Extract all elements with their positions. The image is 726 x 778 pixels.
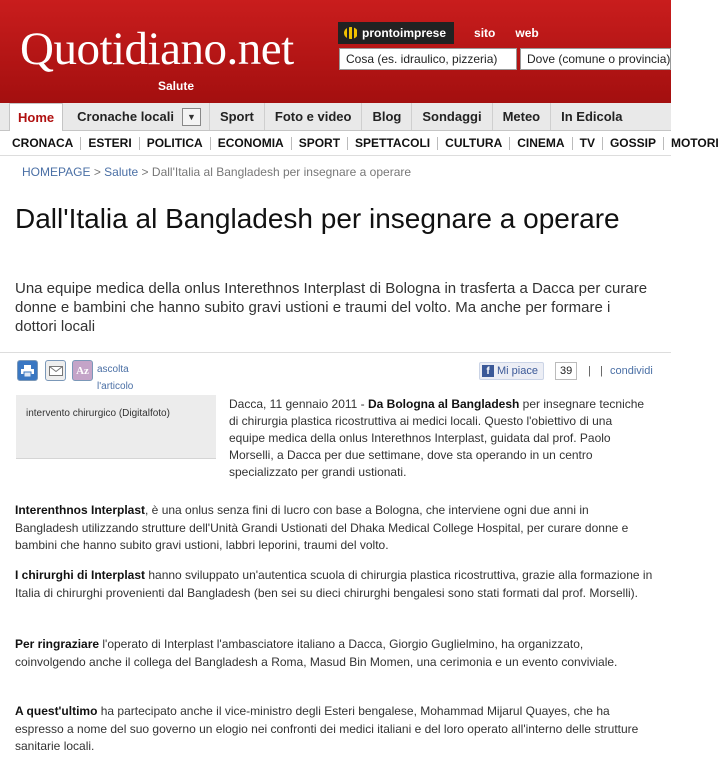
nav-sport[interactable]: Sport [209,103,265,130]
separator: | [600,365,603,377]
divider [16,458,216,459]
paragraph-text: hanno sviluppato un'autentica scuola di chirurgia plastica ricostruttiva, grazie alla formazione in Italia di chirurghi provenienti dal Bangladesh (ben sei su dieci chirurghi bengalesi sono stati formati dal prof. Morselli). [15,568,653,600]
paragraph-bold: A quest'ultimo [15,704,98,718]
paragraph-text: , è una onlus senza fini di lucro con base a Bologna, che interviene ogni due anni in Bangladesh utilizzando strutture dell'Unità Grandi Ustionati del Dhaka Medical College Hospital, per curare donne e bambini che hanno subito gravi ustioni, labbri leporini, traumi del volto. [15,503,629,552]
category-tv[interactable]: TV [573,137,603,150]
search-what-input[interactable]: Cosa (es. idraulico, pizzeria) [339,48,517,70]
article-lead [229,396,649,481]
share-link[interactable]: condividi [610,365,653,377]
nav-in-edicola[interactable]: In Edicola [561,109,623,124]
category-economia[interactable]: ECONOMIA [211,137,292,150]
paragraph-bold: I chirurghi di Interplast [15,568,146,582]
listen-label-line1: ascolta [97,364,129,375]
article-paragraph [15,703,655,756]
breadcrumb [22,165,411,179]
article-title: Dall'Italia al Bangladesh per insegnare a operare [15,203,620,234]
site-header [0,0,671,103]
lead-text: per insegnare tecniche di chirurgia plastica ricostruttiva ai medici locali. Questo l'obiettivo di una equipe medica della onlus Interethnos Interplast, guidata dal prof. Paolo Morselli, a Dacca per due settimane, dove sta operando in un centro specializzato per grandi ustionati. [229,397,645,479]
paragraph-text: ha partecipato anche il vice-ministro degli Esteri bengalese, Mohammad Mijarul Quayes, che ha espresso a nome del suo governo un elogio nei confronti dei medici italiani e del loro operato all'interno delle strutture sanitarie locali. [15,704,639,753]
category-nav [0,132,719,156]
nav-sondaggi[interactable]: Sondaggi [412,103,492,130]
breadcrumb-current: Dall'Italia al Bangladesh per insegnare a operare [151,165,412,179]
listen-article-link[interactable] [97,361,133,396]
category-cinema[interactable]: CINEMA [510,137,572,150]
prontoimprese-bar [338,22,539,44]
listen-label-line2: l'articolo [97,378,133,396]
nav-home[interactable]: Home [9,103,63,131]
category-esteri[interactable]: ESTERI [81,137,139,150]
nav-cronache-locali[interactable]: Cronache locali [77,109,174,124]
mail-icon[interactable] [45,360,66,381]
paragraph-text: l'operato di Interplast l'ambasciatore italiano a Dacca, Giorgio Guglielmino, ha organizzato, coinvolgendo anche il collega del Bangladesh a Roma, Masud Bin Momen, una cerimonia e un evento conviviale. [15,637,618,669]
print-icon[interactable] [17,360,38,381]
prontoimprese-logo[interactable] [338,22,454,44]
article-tools [0,352,671,392]
article-paragraph [15,502,655,555]
article-image[interactable] [16,395,216,458]
article-paragraph [15,636,655,671]
facebook-like-button[interactable] [479,362,544,380]
text-size-icon[interactable]: Az [72,360,93,381]
nav-blog[interactable]: Blog [362,103,412,130]
category-politica[interactable]: POLITICA [140,137,211,150]
link-sito[interactable]: sito [474,26,496,40]
lead-bold: Da Bologna al Bangladesh [367,397,520,411]
category-sport[interactable]: SPORT [292,137,348,150]
category-cronaca[interactable]: CRONACA [0,137,81,150]
paragraph-bold: Interenthnos Interplast [15,503,146,517]
breadcrumb-separator: > [93,165,101,179]
like-label: Mi piace [497,365,538,377]
like-count: 39 [555,362,577,380]
section-label[interactable]: Salute [158,79,195,93]
article-paragraph [15,567,655,602]
facebook-icon: f [482,365,494,377]
site-logo[interactable]: Quotidiano.net [20,23,294,75]
breadcrumb-section[interactable]: Salute [104,165,139,179]
category-cultura[interactable]: CULTURA [438,137,510,150]
category-motori[interactable]: MOTORI [670,136,719,150]
breadcrumb-home[interactable]: HOMEPAGE [22,165,91,179]
link-web[interactable]: web [515,26,539,40]
article-summary: Una equipe medica della onlus Interethnos Interplast di Bologna in trasferta a Dacca per curare donne e bambini che hanno subito gravi ustioni e traumi del volto. Ma anche per formare i dottori locali [15,280,648,335]
category-spettacoli[interactable]: SPETTACOLI [348,137,438,150]
lead-date: Dacca, 11 gennaio 2011 - [229,397,368,411]
separator: | [588,365,591,377]
chevron-down-icon[interactable]: ▼ [182,108,201,126]
breadcrumb-separator: > [141,165,149,179]
bee-icon [344,27,358,39]
prontoimprese-label: prontoimprese [362,26,447,40]
main-nav [0,103,671,131]
image-caption: intervento chirurgico (Digitalfoto) [26,408,170,419]
category-gossip[interactable]: GOSSIP [603,137,664,150]
nav-foto-video[interactable]: Foto e video [265,103,363,130]
paragraph-bold: Per ringraziare [15,637,100,651]
search-where-input[interactable]: Dove (comune o provincia) [520,48,671,70]
nav-meteo[interactable]: Meteo [493,103,552,130]
